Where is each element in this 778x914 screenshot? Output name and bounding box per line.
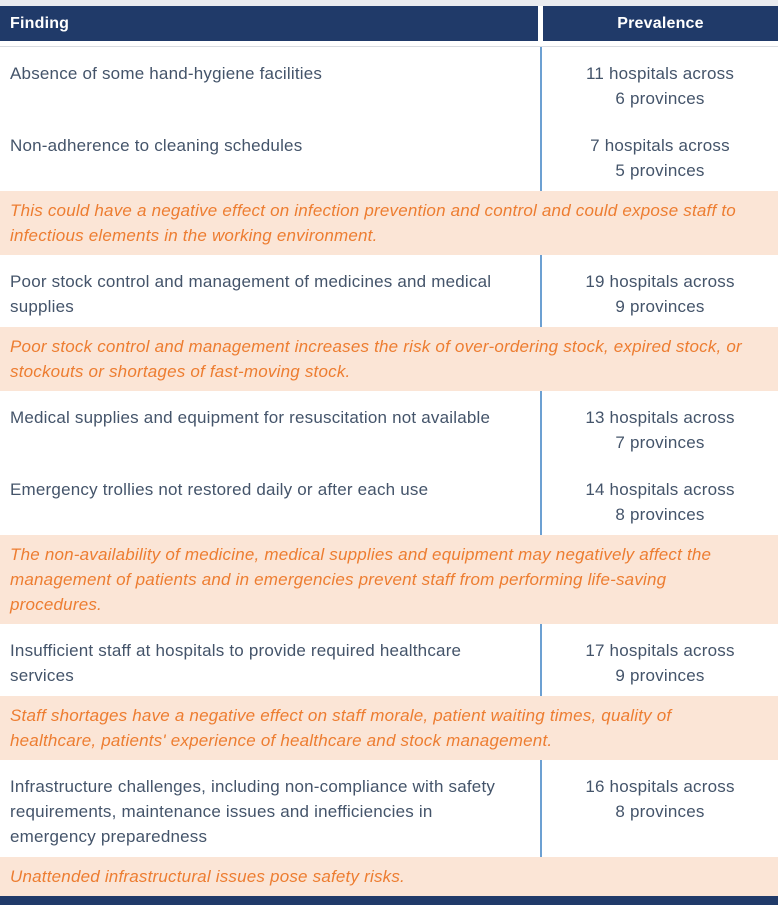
prevalence-line-2: 5 provinces xyxy=(615,161,705,180)
finding-row xyxy=(0,463,778,535)
finding-cell: Infrastructure challenges, including non-compliance with safety requirements, maintenance issues and inefficiencies in emergency preparedness xyxy=(10,777,496,846)
header-prevalence: Prevalence xyxy=(543,6,778,41)
prevalence-cell xyxy=(540,463,778,535)
finding-cell: Medical supplies and equipment for resuscitation not available xyxy=(10,408,491,427)
prevalence-cell xyxy=(540,47,778,119)
prevalence-line-2: 7 provinces xyxy=(615,433,705,452)
finding-row xyxy=(0,760,778,857)
table-bottom-rule xyxy=(0,896,778,905)
prevalence-line-1: 19 hospitals across xyxy=(585,272,735,291)
finding-row xyxy=(0,391,778,463)
prevalence-cell xyxy=(540,760,778,857)
table-header xyxy=(0,6,778,41)
prevalence-line-2: 8 provinces xyxy=(615,802,705,821)
finding-row xyxy=(0,119,778,191)
finding-cell: Non-adherence to cleaning schedules xyxy=(10,136,303,155)
finding-cell: Insufficient staff at hospitals to provide required healthcare services xyxy=(10,641,462,685)
finding-row xyxy=(0,624,778,696)
table-body xyxy=(0,47,778,896)
prevalence-line-2: 8 provinces xyxy=(615,505,705,524)
prevalence-line-2: 9 provinces xyxy=(615,666,705,685)
prevalence-line-1: 7 hospitals across xyxy=(590,136,730,155)
impact-note-row: This could have a negative effect on infection prevention and control and could expose staff to infectious elements in the working environment. xyxy=(0,191,778,255)
impact-note-row: Staff shortages have a negative effect on staff morale, patient waiting times, quality of healthcare, patients' experience of healthcare and stock management. xyxy=(0,696,778,760)
finding-cell: Absence of some hand-hygiene facilities xyxy=(10,64,323,83)
impact-note-row: The non-availability of medicine, medical supplies and equipment may negatively affect the management of patients and in emergencies prevent staff from performing life-saving procedures. xyxy=(0,535,778,624)
finding-row xyxy=(0,255,778,327)
prevalence-cell xyxy=(540,391,778,463)
prevalence-line-2: 6 provinces xyxy=(615,89,705,108)
prevalence-line-1: 17 hospitals across xyxy=(585,641,735,660)
prevalence-line-1: 13 hospitals across xyxy=(585,408,735,427)
impact-note-row: Poor stock control and management increases the risk of over-ordering stock, expired stock, or stockouts or shortages of fast-moving stock. xyxy=(0,327,778,391)
prevalence-cell xyxy=(540,255,778,327)
impact-note-row: Unattended infrastructural issues pose safety risks. xyxy=(0,857,778,896)
prevalence-line-1: 11 hospitals across xyxy=(585,64,735,83)
prevalence-line-1: 16 hospitals across xyxy=(585,777,735,796)
finding-cell: Poor stock control and management of medicines and medical supplies xyxy=(10,272,492,316)
finding-cell: Emergency trollies not restored daily or after each use xyxy=(10,480,429,499)
prevalence-cell xyxy=(540,624,778,696)
header-finding: Finding xyxy=(0,6,538,41)
prevalence-line-1: 14 hospitals across xyxy=(585,480,735,499)
prevalence-line-2: 9 provinces xyxy=(615,297,705,316)
finding-row xyxy=(0,47,778,119)
prevalence-cell xyxy=(540,119,778,191)
